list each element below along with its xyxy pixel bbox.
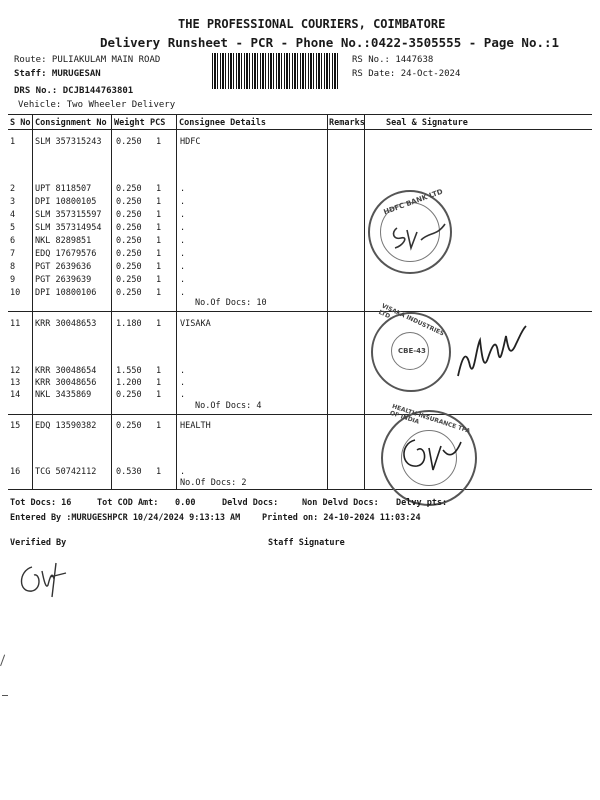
row-weight: 0.250 xyxy=(116,275,142,285)
rs-number: RS No.: 1447638 xyxy=(352,55,434,65)
barcode-image xyxy=(212,53,338,89)
hdfc-signature xyxy=(385,218,455,258)
row-details: . xyxy=(180,378,186,388)
drs-number: DRS No.: DCJB144763801 xyxy=(14,86,134,96)
margin-mark xyxy=(0,655,9,668)
row-weight: 0.250 xyxy=(116,249,142,259)
row-details: HEALTH xyxy=(180,421,211,431)
row-sno: 5 xyxy=(10,223,16,233)
table-header-border xyxy=(8,129,592,130)
group-divider xyxy=(8,311,592,312)
group-doc-count: No.Of Docs: 10 xyxy=(195,298,267,308)
row-details: . xyxy=(180,275,186,285)
total-cod-label: Tot COD Amt: xyxy=(97,498,159,508)
row-pcs: 1 xyxy=(156,184,162,194)
col-header-pcs: PCS xyxy=(150,118,166,128)
row-pcs: 1 xyxy=(156,319,162,329)
row-weight: 0.250 xyxy=(116,197,142,207)
row-weight: 1.550 xyxy=(116,366,142,376)
row-pcs: 1 xyxy=(156,288,162,298)
row-pcs: 1 xyxy=(156,390,162,400)
row-consignment: KRR 30048654 xyxy=(35,366,97,376)
row-consignment: UPT 8118507 xyxy=(35,184,92,194)
row-weight: 0.250 xyxy=(116,210,142,220)
row-pcs: 1 xyxy=(156,275,162,285)
health-signature xyxy=(395,430,465,480)
row-details: . xyxy=(180,236,186,246)
row-pcs: 1 xyxy=(156,467,162,477)
rs-date: RS Date: 24-Oct-2024 xyxy=(352,69,461,79)
staff-label: Staff: MURUGESAN xyxy=(14,69,101,79)
row-sno: 4 xyxy=(10,210,16,220)
group-doc-count: No.Of Docs: 2 xyxy=(180,478,247,488)
row-consignment: DPI 10800105 xyxy=(35,197,97,207)
row-details: . xyxy=(180,467,186,477)
non-delivered-docs: Non Delvd Docs: xyxy=(302,498,379,508)
group-doc-count: No.Of Docs: 4 xyxy=(195,401,262,411)
row-details: . xyxy=(180,197,186,207)
row-sno: 1 xyxy=(10,137,16,147)
seal-center-text: CBE-43 xyxy=(398,347,426,355)
runsheet-subtitle: Delivery Runsheet - PCR - Phone No.:0422-3505555 - Page No.:1 xyxy=(100,35,560,50)
column-divider xyxy=(364,114,365,489)
seal-text: HEALTH INSURANCE TPA OF INDIA xyxy=(388,403,471,435)
row-weight: 0.530 xyxy=(116,467,142,477)
row-sno: 14 xyxy=(10,390,21,400)
row-consignment: DPI 10800106 xyxy=(35,288,97,298)
row-sno: 12 xyxy=(10,366,21,376)
row-consignment: NKL 8289851 xyxy=(35,236,92,246)
row-weight: 1.200 xyxy=(116,378,142,388)
row-sno: 3 xyxy=(10,197,16,207)
row-weight: 0.250 xyxy=(116,262,142,272)
row-details: . xyxy=(180,184,186,194)
row-weight: 0.250 xyxy=(116,421,142,431)
row-details: . xyxy=(180,288,186,298)
column-divider xyxy=(111,114,112,489)
row-details: . xyxy=(180,210,186,220)
row-sno: 2 xyxy=(10,184,16,194)
col-header-consignee: Consignee Details xyxy=(179,118,266,128)
table-top-border xyxy=(8,114,592,115)
col-header-remarks: Remarks xyxy=(329,118,365,128)
row-pcs: 1 xyxy=(156,223,162,233)
row-details: . xyxy=(180,390,186,400)
total-docs: Tot Docs: 16 xyxy=(10,498,72,508)
row-details: . xyxy=(180,223,186,233)
row-weight: 0.250 xyxy=(116,184,142,194)
printed-on: Printed on: 24-10-2024 11:03:24 xyxy=(262,513,421,523)
margin-mark xyxy=(2,695,8,696)
row-details: . xyxy=(180,366,186,376)
row-consignment: PGT 2639639 xyxy=(35,275,92,285)
route-label: Route: PULIAKULAM MAIN ROAD xyxy=(14,55,161,65)
row-consignment: KRR 30048653 xyxy=(35,319,97,329)
column-divider xyxy=(32,114,33,489)
row-weight: 0.250 xyxy=(116,288,142,298)
row-pcs: 1 xyxy=(156,197,162,207)
row-pcs: 1 xyxy=(156,262,162,272)
verifier-signature xyxy=(14,555,74,605)
verified-by-label: Verified By xyxy=(10,538,67,548)
visaka-signature xyxy=(452,318,532,388)
col-header-seal-signature: Seal & Signature xyxy=(386,118,468,128)
row-consignment: SLM 357315243 xyxy=(35,137,102,147)
total-cod-value: 0.00 xyxy=(175,498,196,508)
column-divider xyxy=(176,114,177,489)
row-pcs: 1 xyxy=(156,378,162,388)
col-header-consignment: Consignment No xyxy=(35,118,107,128)
row-sno: 10 xyxy=(10,288,21,298)
row-weight: 0.250 xyxy=(116,390,142,400)
seal-text: VISAKA INDUSTRIES LTD. xyxy=(377,302,445,338)
company-title: THE PROFESSIONAL COURIERS, COIMBATORE xyxy=(178,17,446,31)
table-bottom-border xyxy=(8,489,592,490)
row-consignment: SLM 357314954 xyxy=(35,223,102,233)
row-consignment: NKL 3435869 xyxy=(35,390,92,400)
row-sno: 16 xyxy=(10,467,21,477)
row-consignment: KRR 30048656 xyxy=(35,378,97,388)
delivered-docs: Delvd Docs: xyxy=(222,498,279,508)
row-details: . xyxy=(180,249,186,259)
row-details: . xyxy=(180,262,186,272)
row-pcs: 1 xyxy=(156,366,162,376)
row-pcs: 1 xyxy=(156,249,162,259)
row-pcs: 1 xyxy=(156,236,162,246)
row-pcs: 1 xyxy=(156,210,162,220)
row-consignment: SLM 357315597 xyxy=(35,210,102,220)
row-pcs: 1 xyxy=(156,421,162,431)
row-details: HDFC xyxy=(180,137,201,147)
row-details: VISAKA xyxy=(180,319,211,329)
row-sno: 8 xyxy=(10,262,16,272)
vehicle-label: Vehicle: Two Wheeler Delivery xyxy=(18,100,176,110)
row-consignment: TCG 50742112 xyxy=(35,467,97,477)
column-divider xyxy=(327,114,328,489)
entered-by: Entered By :MURUGESHPCR 10/24/2024 9:13:13 AM xyxy=(10,513,241,523)
col-header-sno: S No xyxy=(10,118,31,128)
row-sno: 6 xyxy=(10,236,16,246)
staff-signature-label: Staff Signature xyxy=(268,538,345,548)
row-sno: 13 xyxy=(10,378,21,388)
visaka-seal-stamp xyxy=(371,302,451,392)
row-sno: 9 xyxy=(10,275,16,285)
row-weight: 0.250 xyxy=(116,236,142,246)
row-sno: 7 xyxy=(10,249,16,259)
row-sno: 15 xyxy=(10,421,21,431)
row-consignment: PGT 2639636 xyxy=(35,262,92,272)
group-divider xyxy=(8,414,592,415)
row-weight: 1.180 xyxy=(116,319,142,329)
delivery-points: Delvy pts: xyxy=(396,498,448,508)
row-weight: 0.250 xyxy=(116,137,142,147)
col-header-weight: Weight xyxy=(114,118,145,128)
row-consignment: EDQ 17679576 xyxy=(35,249,97,259)
row-weight: 0.250 xyxy=(116,223,142,233)
row-pcs: 1 xyxy=(156,137,162,147)
seal-text: HDFC BANK LTD xyxy=(382,187,444,217)
row-sno: 11 xyxy=(10,319,21,329)
row-consignment: EDQ 13590382 xyxy=(35,421,97,431)
